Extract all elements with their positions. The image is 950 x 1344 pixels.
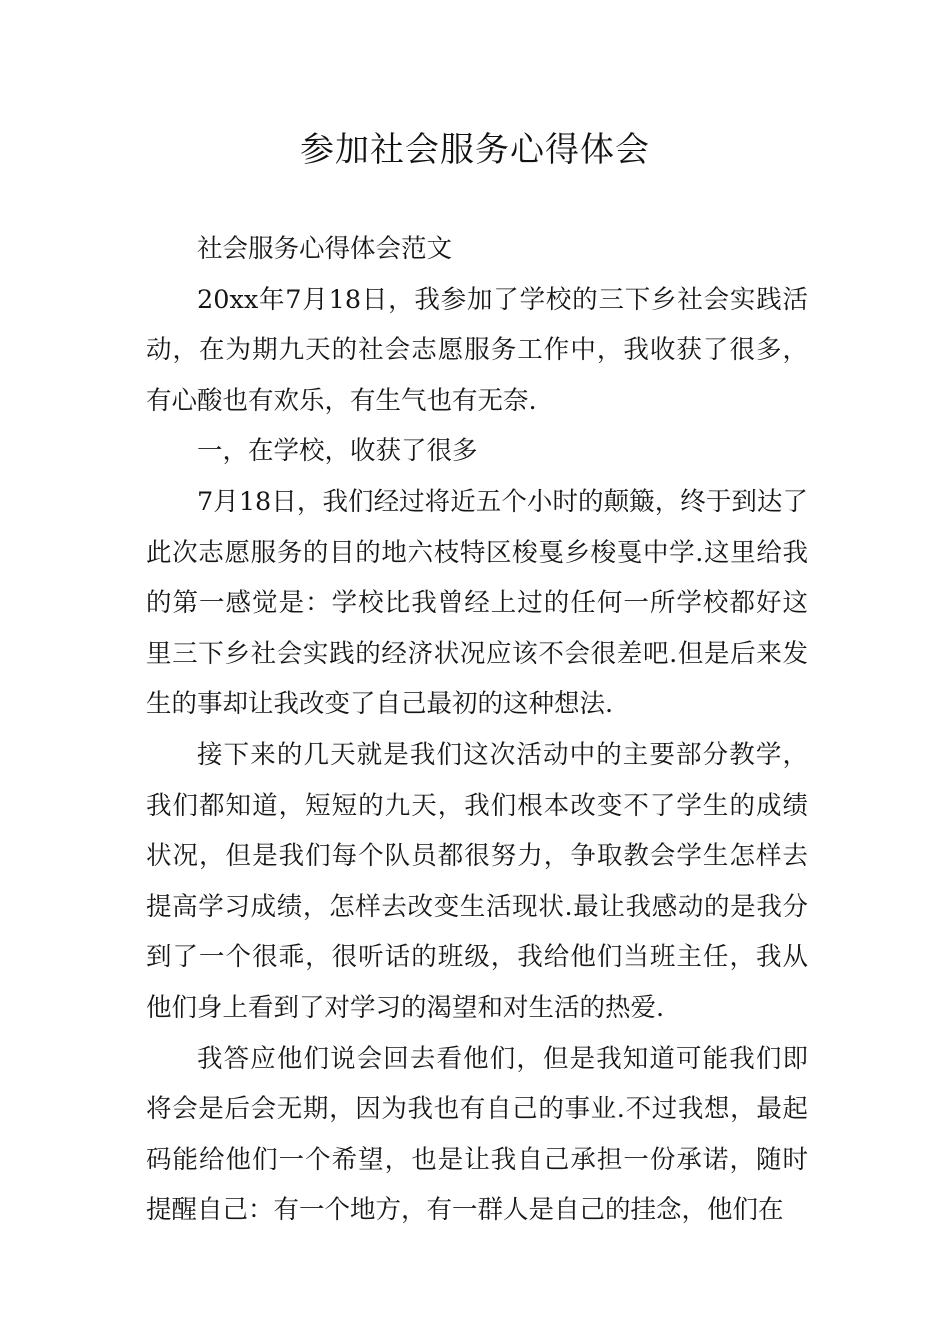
document-body (146, 224, 808, 1236)
paragraph-subtitle: 社会服务心得体会范文 (197, 234, 453, 264)
document-title: 参加社会服务心得体会 (300, 130, 650, 170)
paragraph-section-heading: 一，在学校，收获了很多 (197, 436, 478, 467)
paragraph-promise: 我答应他们说会回去看他们，但是我知道可能我们即将会是后会无期，因为我也有自己的事业.不过我想，最起码能给他们一个希望，也是让我自己承担一份承诺，随时提醒自己：有一个地方，有一群人是自己的挂念，他们在 (146, 1043, 808, 1226)
paragraph-teaching: 接下来的几天就是我们这次活动中的主要部分教学，我们都知道，短短的九天，我们根本改变不了学生的成绩状况，但是我们每个队员都很努力，争取教会学生怎样去提高学习成绩，怎样去改变生活现状.最让我感动的是我分到了一个很乖，很听话的班级，我给他们当班主任，我从他们身上看到了对学习的渴望和对生活的热爱. (146, 739, 808, 1023)
paragraph-intro: 20xx年7月18日，我参加了学校的三下乡社会实践活动，在为期九天的社会志愿服务工作中，我收获了很多，有心酸也有欢乐，有生气也有无奈. (146, 284, 808, 416)
paragraph-arrival: 7月18日，我们经过将近五个小时的颠簸，终于到达了此次志愿服务的目的地六枝特区梭戛乡梭戛中学.这里给我的第一感觉是：学校比我曾经上过的任何一所学校都好这里三下乡社会实践的经济状况应该不会很差吧.但是后来发生的事却让我改变了自己最初的这种想法. (146, 486, 808, 720)
